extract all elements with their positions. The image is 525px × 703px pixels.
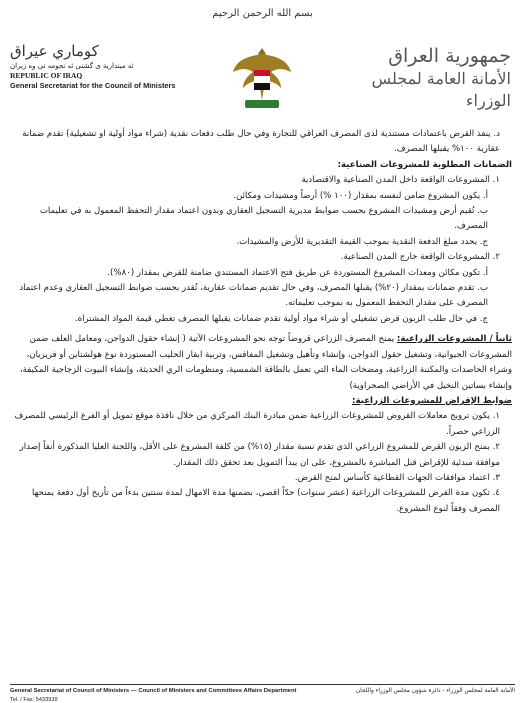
industrial-item-2c: ج. في حال طلب الزبون قرض تشغيلي أو شراء مواد أولية تقدم ضمانات يقبلها المصرف تغطي قيمة المواد المشتراة. <box>74 313 488 324</box>
agricultural-label: ثانياً / المشروعات الزراعية: <box>396 334 512 345</box>
agricultural-rules-heading: ضوابط الإقراض للمشروعات الزراعية: <box>352 395 512 406</box>
general-secretariat-label: General Secretariat for the Council of Ministers <box>10 81 176 90</box>
agricultural-rule-4: ٤. تكون مدة القرض للمشروعات الزراعية (عشر سنوات) حدّاً اقصى، بضمنها مدة الامهال لمدة سنتين بدءاً من تأريخ أول دفعة يمنحها المصرف وفقاً لنوع المشروع. <box>31 488 500 514</box>
agricultural-text: يمنح المصرف الزراعي قروضاً توجه نحو المشروعات الآتية ( إنشاء حقول الدواجن، ومعامل العلف ضمن المشروعات الحيوانية، وتشغيل حقول الدواجن، وإنشاء وتأهيل وتشغيل المفاقس، وتربية ابقار الحليب المستوردة نوع هولشتاين أو فريزيان، وشراء الحاصدات والمكننة الزراعية، ومضخات الماء التي تعمل بالطاقة الشمسية، ومنظومات الري الحديثة، وإنشاء البيوت الزجاجية المكيفة، وإنشاء بساتين النخيل في الأراضي الصحراوية) <box>19 334 512 391</box>
item-d: د. ينفذ القرض باعتمادات مستندية لدى المصرف العراقي للتجارة وفي حال طلب دفعات نقدية (شراء مواد أولية او تشغيلية) تقدم ضمانة عقارية ١٠٠% يقبلها المصرف. <box>22 129 500 155</box>
industrial-item-2b: ب. تقدم ضمانات بمقدار (٢٠%) يقبلها المصرف، وفي حال تقديم ضمانات عقارية، تُقدر بحسب ضوابط التسجيل العقاري وعدم اعتماد المصرف على مقدار التحفظ المعمول به بموجب تعليماته. <box>19 283 488 309</box>
republic-of-iraq-label: REPUBLIC OF IRAQ <box>10 71 83 80</box>
agricultural-paragraph <box>12 332 512 394</box>
industrial-item-1: ١. المشروعات الواقعة داخل المدن الصناعية والاقتصادية <box>301 175 500 186</box>
industrial-item-1c: ج. يحدد مبلغ الدفعة النقدية بموجب القيمة التقديرية للأرض والمشيدات. <box>236 236 488 247</box>
footer-english: General Secretariat of Council of Ministers — Council of Ministers and Committees Affairs Department <box>10 688 297 694</box>
footer-divider <box>10 684 515 685</box>
industrial-item-2a: أ. تكون مكائن ومعدات المشروع المستوردة عن طريق فتح الاعتماد المستندي ضامنة للقرض بمقدار (٨٠%). <box>107 267 488 278</box>
letterhead-left <box>10 42 210 91</box>
letterhead-right <box>351 44 511 112</box>
agricultural-rule-3: ٣. اعتماد موافقات الجهات القطاعية كأساس لمنح القرض. <box>294 472 500 483</box>
footer-phone: Tel. / Fax: 5433939 <box>10 697 58 703</box>
kurdish-subtitle: ئه ميندارية ى گشتى ئه نجومه نى وه زيران <box>10 62 134 70</box>
agricultural-rule-1: ١. يكون ترويج معاملات القروض للمشروعات الزراعية ضمن مبادرة البنك المركزي من خلال نافذة موقع تمويل أو الفرع الرئيسي للمصرف الزراعي حصراً. <box>14 411 500 437</box>
general-secretariat-arabic: الأمانة العامة لمجلس الوزراء <box>371 69 511 110</box>
document-body <box>12 127 512 517</box>
basmala: بسم الله الرحمن الرحيم <box>212 8 313 19</box>
industrial-guarantees-heading: الضمانات المطلوبة للمشروعات الصناعية: <box>337 159 512 170</box>
industrial-item-2: ٢. المشروعات الواقعة خارج المدن الصناعية. <box>340 252 500 263</box>
footer-arabic: الأمانة العامة لمجلس الوزراء - دائرة شؤون مجلس الوزراء واللجان <box>355 688 515 694</box>
industrial-item-1b: ب. تُقيم أرض ومشيدات المشروع بحسب ضوابط مديرية التسجيل العقاري وبدون اعتماد مقدار التحفظ المعمول به في تعليمات المصرف. <box>39 206 488 232</box>
iraq-emblem-icon <box>231 42 293 112</box>
kurdish-title: كوماري عيراق <box>10 42 99 60</box>
industrial-item-1a: أ. يكون المشروع ضامن لنفسه بمقدار (١٠٠ %) أرضاً ومشيدات ومكائن. <box>233 190 488 201</box>
republic-of-iraq-arabic: جمهورية العراق <box>388 45 511 67</box>
agricultural-rule-2: ٢. يمنح الزبون القرض للمشروع الزراعي الذي تقدم نسبة مقدار (١٥%) من كلفة المشروع على الأقل، واللجنة العليا المذكورة أنفاً إصدار موافقة مبدئية للإقراض قبل المباشرة بالمشروع، على ان يبدأ التمويل بعد تحقق ذلك المقدار. <box>19 442 500 468</box>
